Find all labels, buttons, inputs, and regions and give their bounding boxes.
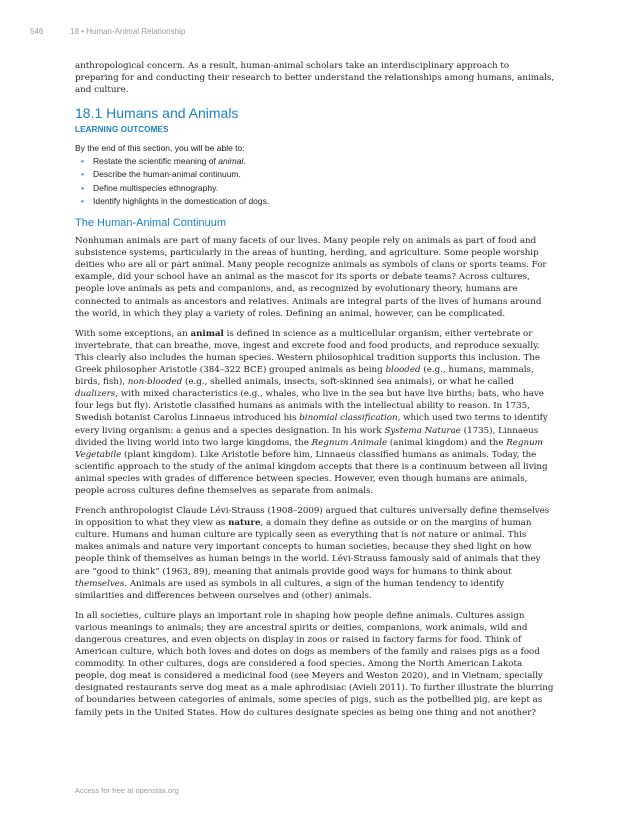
running-title: 18 • Human-Animal Relationship xyxy=(70,27,186,36)
continuation-paragraph: anthropological concern. As a result, human-animal scholars take an interdisciplinary approach to preparing for and conducting their research to better understand the relationships among humans, animals, and culture. xyxy=(75,61,555,96)
running-header xyxy=(30,27,185,36)
footer-link[interactable]: Access for free at openstax.org xyxy=(75,786,179,795)
bullet-icon: • xyxy=(81,169,84,180)
list-item: • Define multispecies ethnography. xyxy=(81,182,555,195)
page-number: 546 xyxy=(30,27,44,36)
learning-outcomes-list xyxy=(75,155,555,208)
bullet-icon: • xyxy=(81,195,84,206)
page-content xyxy=(75,60,555,727)
list-item: • Restate the scientific meaning of animal. xyxy=(81,155,555,168)
section-title: 18.1 Humans and Animals xyxy=(75,105,239,122)
bullet-icon: • xyxy=(81,182,84,193)
paragraph-1: Nonhuman animals are part of many facets of our lives. Many people rely on animals as part of food and subsistence systems, particularly in the areas of hunting, herding, and agriculture. Some people worship deities who are all or part animal. Many people recognize animals as symbols of clans or sports teams. For example, did your school have an animal as the mascot for its sports or debate teams? Across cultures, people love animals as pets and companions, and, as recognized by evolutionary theory, humans are connected to animals as ancestors and relatives. Animals are integral parts of the lives of humans around the world, in which they play a variety of roles. Defining an animal, however, can be complicated. xyxy=(75,236,547,319)
list-item: • Describe the human-animal continuum. xyxy=(81,168,555,181)
list-item: • Identify highlights in the domestication of dogs. xyxy=(81,195,555,208)
learning-outcomes-heading: LEARNING OUTCOMES xyxy=(75,125,169,135)
bullet-icon: • xyxy=(81,156,84,167)
paragraph-4: In all societies, culture plays an important role in shaping how people define animals. Cultures assign various meanings to animals; they are ancestral spirits or deities, companions, work animals, wild and dangerous creatures, and even objects on display in zoos or raised in factory farms for food. Think of American culture, which both loves and dotes on dogs as members of the family and raises pigs as a food commodity. In other cultures, dogs are considered a food species. Among the North American Lakota people, dog meat is considered a medicinal food (see Meyers and Weston 2020), and in Vietnam, specially designated restaurants serve dog meat as a male aphrodisiac (Avieli 2011). To further illustrate the blurring of boundaries between categories of animals, some species of pigs, such as the potbellied pig, are kept as family pets in the United States. How do cultures designate species as being one thing and not another? xyxy=(75,610,554,718)
subsection-title: The Human-Animal Continuum xyxy=(75,217,227,230)
learning-outcomes-intro: By the end of this section, you will be able to: xyxy=(75,143,245,154)
paragraph-3: French anthropologist Claude Lévi-Strauss (1908–2009) argued that cultures universally define themselves in opposition to what they view as nature, a domain they define as outside or on the margins of human culture. Humans and human culture are typically seen as everything that is not nature or animal. This makes animals and nature very important concepts to human societies, because they shed light on how people think of themselves as human beings in the world. Lévi-Strauss famously said of animals that they are “good to think” (1963, 89), meaning that animals provide good ways for humans to think about themselves. Animals are used as symbols in all cultures, a sign of the human tendency to identify similarities and differences between ourselves and (other) animals. xyxy=(75,506,550,601)
paragraph-2: With some exceptions, an animal is defined in science as a multicellular organism, either vertebrate or invertebrate, that can breathe, move, ingest and excrete food and food products, and reproduce sexually. This clearly also includes the human species. Western philosophical tradition supports this inclusion. The Greek philosopher Aristotle (384–322 BCE) grouped animals as being blooded (e.g., humans, mammals, birds, fish), non-blooded (e.g., shelled animals, insects, soft-skinned sea animals), or what he called dualizers, with mixed characteristics (e.g., whales, who live in the sea but have live births; bats, who have four legs but fly). Aristotle classified humans as animals with the intellectual ability to reason. In 1735, Swedish botanist Carolus Linnaeus introduced his binomial classification, which used two terms to identify every living organism: a genus and a species designation. In his work Systema Naturae (1735), Linnaeus divided the living world into two large kingdoms, the Regnum Animale (animal kingdom) and the Regnum Vegetabile (plant kingdom). Like Aristotle before him, Linnaeus classified humans as animals. Today, the scientific approach to the study of the animal kingdom accepts that there is a continuum between all living animal species with grades of difference between species. However, even though humans are animals, people across cultures define themselves as separate from animals. xyxy=(75,328,548,496)
